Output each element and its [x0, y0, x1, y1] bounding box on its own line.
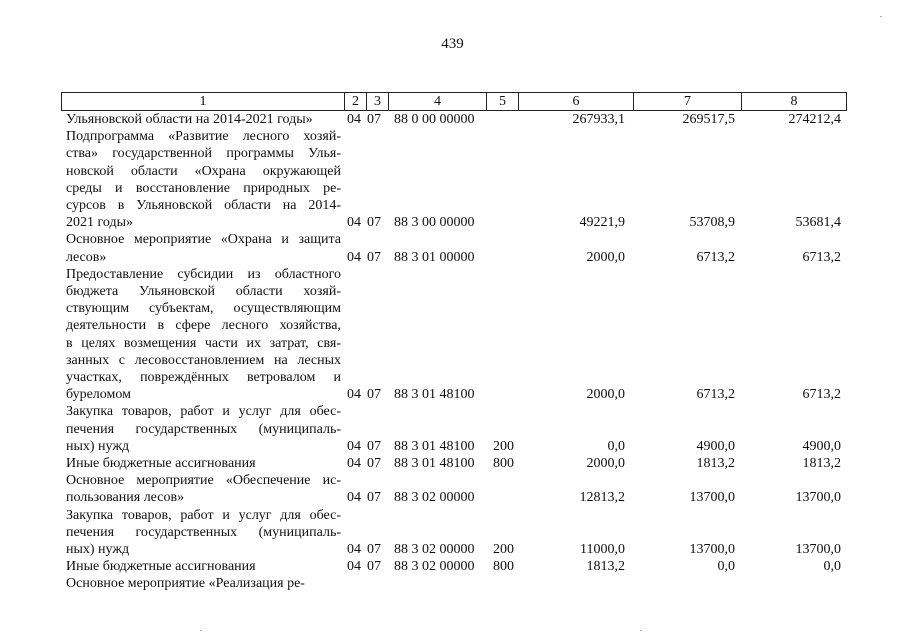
cell-col-2: 04: [347, 215, 361, 231]
header-col-7: 7: [633, 93, 741, 110]
description-line: Иные бюджетные ассигнования: [66, 559, 256, 575]
cell-col-2: 04: [347, 456, 361, 471]
row-description: [66, 507, 341, 559]
cell-col-3: 07: [367, 559, 381, 575]
cell-col-2: 04: [347, 112, 361, 127]
cell-col-6: 11000,0: [580, 541, 625, 557]
cell-col-5: 800: [493, 559, 514, 575]
description-line: ствующим субъектам, осуществляющим: [66, 301, 341, 317]
cell-col-3: 07: [367, 490, 381, 506]
description-line: участках, повреждённых ветровалом и: [66, 369, 341, 385]
description-line: буреломом: [66, 387, 131, 403]
scan-mark: [640, 630, 642, 631]
row-description: [66, 111, 341, 128]
cell-col-7: 1813,2: [696, 456, 735, 471]
cell-col-4: 88 3 02 00000: [394, 490, 475, 506]
cell-col-6: 0,0: [607, 438, 625, 454]
description-line: печения государственных (муниципаль-: [66, 524, 341, 540]
description-line: ных) нужд: [66, 541, 130, 557]
description-line: лесов»: [66, 249, 107, 265]
header-col-5: 5: [486, 93, 518, 110]
cell-col-8: 53681,4: [795, 215, 841, 231]
cell-col-6: 12813,2: [579, 490, 625, 506]
row-description: [66, 472, 341, 506]
cell-col-4: 88 3 00 00000: [394, 215, 475, 231]
description-line: новской области «Охрана окружающей: [66, 163, 341, 179]
header-col-1: 1: [199, 94, 207, 109]
cell-col-8: 1813,2: [802, 456, 841, 471]
cell-col-4: 88 3 02 00000: [394, 541, 475, 557]
cell-col-6: 2000,0: [586, 249, 625, 265]
cell-col-4: 88 3 01 48100: [394, 456, 475, 471]
header-col-6: 6: [518, 93, 633, 110]
row-description: [66, 575, 341, 592]
cell-col-5: 800: [493, 456, 514, 471]
cell-col-7: 6713,2: [696, 249, 735, 265]
description-line: печения государственных (муниципаль-: [66, 421, 341, 437]
cell-col-3: 07: [367, 249, 381, 265]
cell-col-4: 88 3 01 48100: [394, 438, 475, 454]
cell-col-3: 07: [367, 387, 381, 403]
cell-col-2: 04: [347, 559, 361, 575]
table-header: [61, 92, 847, 111]
description-line: Основное мероприятие «Обеспечение ис-: [66, 473, 341, 489]
row-description: [66, 266, 341, 404]
description-line: ства» государственной программы Улья-: [66, 146, 341, 162]
description-line: ных) нужд: [66, 438, 130, 454]
row-description: [66, 455, 341, 472]
description-line: Иные бюджетные ассигнования: [66, 456, 256, 471]
cell-col-6: 2000,0: [586, 387, 625, 403]
description-line: Предоставление субсидии из областного: [66, 266, 341, 282]
page-number: 439: [441, 36, 464, 52]
cell-col-5: 200: [493, 438, 514, 454]
cell-col-2: 04: [347, 387, 361, 403]
cell-col-8: 6713,2: [802, 387, 841, 403]
cell-col-3: 07: [367, 456, 381, 471]
description-line: деятельности в сфере лесного хозяйства,: [66, 318, 341, 334]
cell-col-2: 04: [347, 541, 361, 557]
cell-col-3: 07: [367, 438, 381, 454]
cell-col-4: 88 3 01 48100: [394, 387, 475, 403]
description-line: занных с лесовосстановлением на лесных: [66, 352, 341, 368]
cell-col-2: 04: [347, 249, 361, 265]
description-line: в целях возмещения части их затрат, свя-: [66, 335, 341, 351]
description-line: Основное мероприятие «Охрана и защита: [66, 232, 341, 248]
cell-col-6: 267933,1: [572, 112, 625, 127]
scan-mark: [880, 16, 882, 17]
cell-col-7: 13700,0: [689, 541, 735, 557]
header-col-8: 8: [741, 93, 846, 110]
cell-col-8: 0,0: [823, 559, 841, 575]
cell-col-8: 13700,0: [795, 490, 841, 506]
description-line: бюджета Ульяновской области хозяй-: [66, 283, 341, 299]
description-line: 2021 годы»: [66, 215, 134, 231]
row-description: [66, 403, 341, 455]
cell-col-7: 6713,2: [696, 387, 735, 403]
description-line: Ульяновской области на 2014-2021 годы»: [66, 112, 313, 127]
cell-col-8: 4900,0: [802, 438, 841, 454]
cell-col-4: 88 0 00 00000: [394, 112, 475, 127]
cell-col-7: 269517,5: [682, 112, 735, 127]
cell-col-6: 49221,9: [579, 215, 625, 231]
header-col-2: 2: [344, 93, 366, 110]
cell-col-3: 07: [367, 112, 381, 127]
cell-col-6: 1813,2: [586, 559, 625, 575]
description-line: среды и восстановление природных ре-: [66, 180, 341, 196]
cell-col-8: 6713,2: [802, 249, 841, 265]
cell-col-8: 13700,0: [795, 541, 841, 557]
cell-col-4: 88 3 02 00000: [394, 559, 475, 575]
cell-col-7: 13700,0: [689, 490, 735, 506]
description-line: Основное мероприятие «Реализация ре-: [66, 576, 305, 592]
cell-col-7: 4900,0: [696, 438, 735, 454]
cell-col-3: 07: [367, 215, 381, 231]
row-description: [66, 231, 341, 265]
cell-col-2: 04: [347, 438, 361, 454]
header-col-3: 3: [366, 93, 388, 110]
description-line: Закупка товаров, работ и услуг для обес-: [66, 404, 341, 420]
cell-col-6: 2000,0: [586, 456, 625, 471]
cell-col-2: 04: [347, 490, 361, 506]
cell-col-3: 07: [367, 541, 381, 557]
scan-mark: [200, 630, 202, 631]
description-line: Подпрограмма «Развитие лесного хозяй-: [66, 129, 341, 145]
description-line: пользования лесов»: [66, 490, 185, 506]
row-description: [66, 128, 341, 231]
cell-col-4: 88 3 01 00000: [394, 249, 475, 265]
description-line: Закупка товаров, работ и услуг для обес-: [66, 507, 341, 523]
header-col-4: 4: [388, 93, 486, 110]
cell-col-8: 274212,4: [788, 112, 841, 127]
row-description: [66, 558, 341, 575]
cell-col-7: 0,0: [717, 559, 735, 575]
cell-col-5: 200: [493, 541, 514, 557]
cell-col-7: 53708,9: [689, 215, 735, 231]
description-line: сурсов в Ульяновской области на 2014-: [66, 197, 341, 213]
